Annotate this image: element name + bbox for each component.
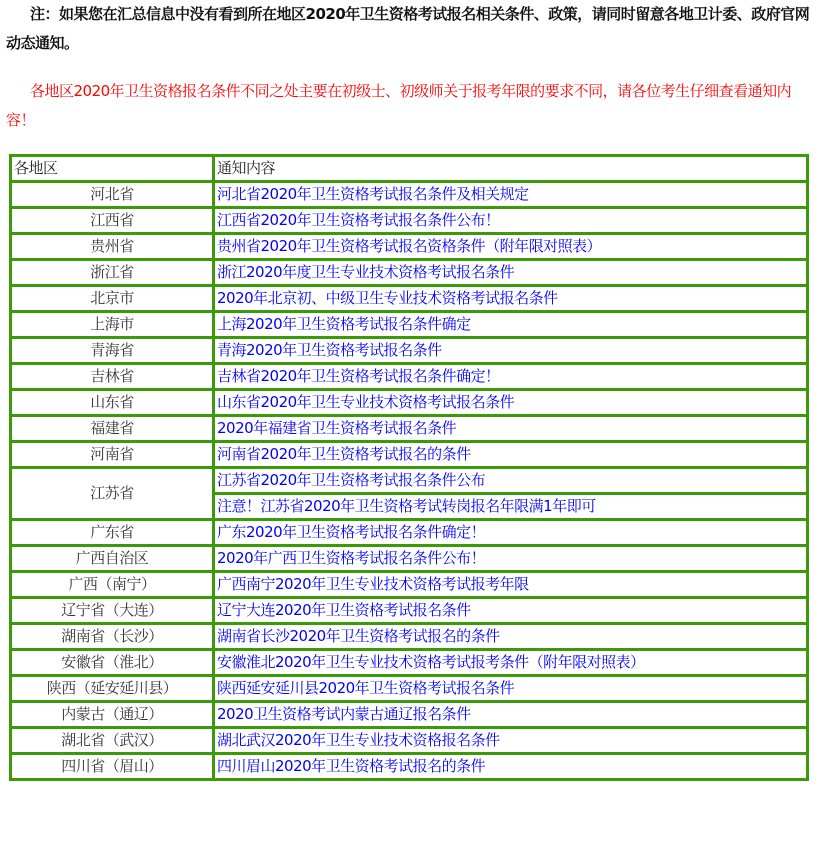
notice-cell [214,624,808,650]
region-cell: 江西省 [11,208,214,234]
notice-cell [214,702,808,728]
region-cell: 湖南省（长沙） [11,624,214,650]
notice-link[interactable]: 青海2020年卫生资格考试报名条件 [217,341,442,359]
table-row [11,728,808,754]
notice-cell [214,182,808,208]
notice-link[interactable]: 江西省2020年卫生资格考试报名条件公布！ [217,211,500,229]
region-cell: 青海省 [11,338,214,364]
notice-link[interactable]: 湖南省长沙2020年卫生资格考试报名的条件 [217,627,500,645]
region-cell: 河北省 [11,182,214,208]
notice-cell [214,546,808,572]
region-cell: 四川省（眉山） [11,754,214,780]
notice-cell [214,754,808,780]
table-row [11,286,808,312]
notice-cell [214,572,808,598]
notice-link[interactable]: 贵州省2020年卫生资格考试报名资格条件（附年限对照表） [217,237,602,255]
notice-link[interactable]: 2020卫生资格考试内蒙古通辽报名条件 [217,705,471,723]
region-cell: 江苏省 [11,468,214,520]
table-row [11,182,808,208]
notice-cell [214,338,808,364]
notice-link[interactable]: 四川眉山2020年卫生资格考试报名的条件 [217,757,486,775]
region-cell: 浙江省 [11,260,214,286]
notice-cell [214,286,808,312]
table-row [11,312,808,338]
region-notice-table [9,154,809,781]
table-header-row [11,156,808,182]
notice-link[interactable]: 山东省2020年卫生专业技术资格考试报名条件 [217,393,515,411]
notice-cell [214,234,808,260]
notice-link[interactable]: 河北省2020年卫生资格考试报名条件及相关规定 [217,185,529,203]
notice-link[interactable]: 上海2020年卫生资格考试报名条件确定 [217,315,471,333]
notice-cell [214,728,808,754]
table-row [11,234,808,260]
notice-cell [214,390,808,416]
region-cell: 吉林省 [11,364,214,390]
notice-cell [214,468,808,494]
notice-cell [214,442,808,468]
region-cell: 广西自治区 [11,546,214,572]
table-row [11,702,808,728]
region-cell: 广西（南宁） [11,572,214,598]
notice-cell [214,364,808,390]
region-cell: 广东省 [11,520,214,546]
notice-link[interactable]: 浙江2020年度卫生专业技术资格考试报名条件 [217,263,515,281]
notice-link[interactable]: 2020年福建省卫生资格考试报名条件 [217,419,457,437]
table-row [11,442,808,468]
region-cell: 山东省 [11,390,214,416]
table-row [11,676,808,702]
notice-cell [214,598,808,624]
note-paragraph: 注：如果您在汇总信息中没有看到所在地区2020年卫生资格考试报名相关条件、政策，请同时留意各地卫计委、政府官网动态通知。 [6,5,810,52]
notice-link[interactable]: 安徽淮北2020年卫生专业技术资格考试报考条件（附年限对照表） [217,653,645,671]
region-cell: 贵州省 [11,234,214,260]
notice-link[interactable]: 辽宁大连2020年卫生资格考试报名条件 [217,601,471,619]
warning-paragraph: 各地区2020年卫生资格报名条件不同之处主要在初级士、初级师关于报考年限的要求不同，请各位考生仔细查看通知内容！ [6,82,792,129]
region-cell: 上海市 [11,312,214,338]
notice-link[interactable]: 河南省2020年卫生资格考试报名的条件 [217,445,471,463]
notice-cell [214,208,808,234]
notice-cell [214,260,808,286]
header-region: 各地区 [11,156,214,182]
notice-link[interactable]: 吉林省2020年卫生资格考试报名条件确定！ [217,367,500,385]
notice-link[interactable]: 陕西延安延川县2020年卫生资格考试报名条件 [217,679,515,697]
table-row [11,390,808,416]
notice-link[interactable]: 湖北武汉2020年卫生专业技术资格报名条件 [217,731,500,749]
table-row [11,520,808,546]
notice-cell [214,312,808,338]
region-cell: 陕西（延安延川县） [11,676,214,702]
table-row [11,650,808,676]
region-cell: 安徽省（淮北） [11,650,214,676]
notice-link[interactable]: 广东2020年卫生资格考试报名条件确定！ [217,523,486,541]
notice-cell [214,416,808,442]
table-row [11,416,808,442]
region-cell: 北京市 [11,286,214,312]
table-row [11,338,808,364]
table-row [11,754,808,780]
notice-cell [214,494,808,520]
notice-link[interactable]: 广西南宁2020年卫生专业技术资格考试报考年限 [217,575,529,593]
region-cell: 福建省 [11,416,214,442]
region-cell: 湖北省（武汉） [11,728,214,754]
notice-link[interactable]: 2020年北京初、中级卫生专业技术资格考试报名条件 [217,289,558,307]
table-row [11,572,808,598]
region-cell: 辽宁省（大连） [11,598,214,624]
region-cell: 河南省 [11,442,214,468]
notice-cell [214,520,808,546]
table-row [11,546,808,572]
notice-link[interactable]: 2020年广西卫生资格考试报名条件公布！ [217,549,486,567]
region-cell: 内蒙古（通辽） [11,702,214,728]
notice-cell [214,676,808,702]
table-row [11,208,808,234]
notice-cell [214,650,808,676]
notice-link[interactable]: 江苏省2020年卫生资格考试报名条件公布 [217,471,486,489]
table-row [11,260,808,286]
table-row [11,364,808,390]
table-row [11,598,808,624]
table-row [11,624,808,650]
table-row [11,468,808,494]
header-notice: 通知内容 [214,156,808,182]
notice-link[interactable]: 注意！江苏省2020年卫生资格考试转岗报名年限满1年即可 [217,497,596,515]
